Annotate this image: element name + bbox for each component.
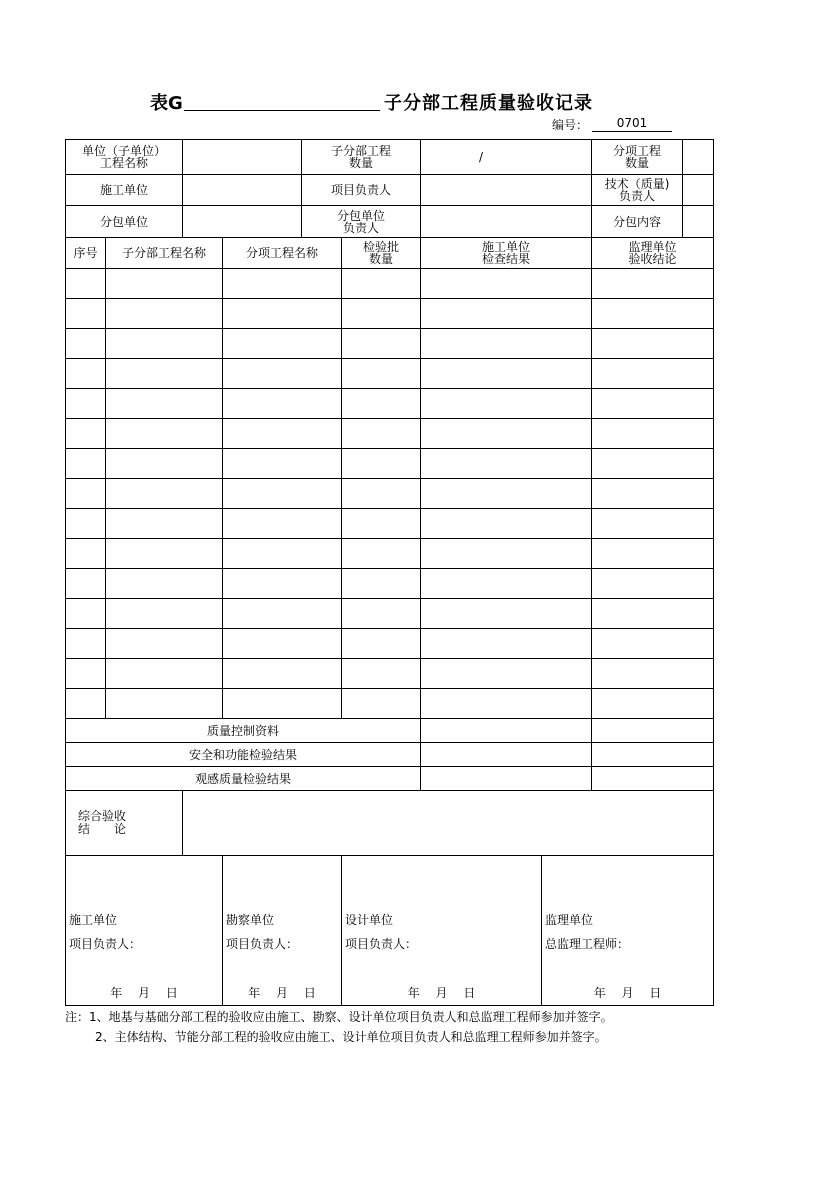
cell-sub-name[interactable] xyxy=(106,539,223,569)
cell-supervisor[interactable] xyxy=(592,359,714,389)
signature-survey xyxy=(223,856,342,1006)
signature-date: 年 月 日 xyxy=(593,986,662,1000)
cell-batch-count[interactable] xyxy=(342,479,421,509)
cell-check-result[interactable] xyxy=(421,629,592,659)
cell-no[interactable] xyxy=(66,659,106,689)
cell-supervisor[interactable] xyxy=(592,509,714,539)
item-count-group xyxy=(592,140,714,175)
cell-check-result[interactable] xyxy=(421,389,592,419)
cell-check-result[interactable] xyxy=(421,539,592,569)
signature-date: 年 月 日 xyxy=(407,986,476,1000)
appearance-quality-result[interactable] xyxy=(421,767,592,791)
cell-supervisor[interactable] xyxy=(592,299,714,329)
safety-function-label: 安全和功能检验结果 xyxy=(66,743,421,767)
cell-supervisor[interactable] xyxy=(592,539,714,569)
notes xyxy=(65,1007,613,1047)
cell-no[interactable] xyxy=(66,269,106,299)
cell-sub-name[interactable] xyxy=(106,689,223,719)
title-main: 子分部工程质量验收记录 xyxy=(384,93,593,114)
col-item-name: 分项工程名称 xyxy=(223,238,342,269)
cell-no[interactable] xyxy=(66,599,106,629)
table-row xyxy=(66,299,714,329)
cell-item-name[interactable] xyxy=(223,569,342,599)
cell-item-name[interactable] xyxy=(223,389,342,419)
cell-supervisor[interactable] xyxy=(592,659,714,689)
table-row xyxy=(66,449,714,479)
table-row xyxy=(66,629,714,659)
cell-sub-name[interactable] xyxy=(106,269,223,299)
sub-count-label: 子分部工程 数量 xyxy=(302,140,421,175)
cell-item-name[interactable] xyxy=(223,419,342,449)
code-value: 0701 xyxy=(592,116,672,132)
cell-no[interactable] xyxy=(66,689,106,719)
signature-role: 总监理工程师： xyxy=(545,937,630,951)
cell-no[interactable] xyxy=(66,629,106,659)
cell-supervisor[interactable] xyxy=(592,269,714,299)
cell-supervisor[interactable] xyxy=(592,599,714,629)
cell-sub-name[interactable] xyxy=(106,389,223,419)
appearance-quality-label: 观感质量检验结果 xyxy=(66,767,421,791)
construction-unit-label: 施工单位 xyxy=(66,175,183,206)
cell-item-name[interactable] xyxy=(223,449,342,479)
signature-unit: 勘察单位 xyxy=(226,913,275,927)
cell-sub-name[interactable] xyxy=(106,599,223,629)
subcontract-unit-value[interactable] xyxy=(183,206,302,238)
table-row xyxy=(66,659,714,689)
cell-no[interactable] xyxy=(66,449,106,479)
cell-sub-name[interactable] xyxy=(106,569,223,599)
signature-date: 年 月 日 xyxy=(248,986,316,1000)
cell-batch-count[interactable] xyxy=(342,359,421,389)
appearance-quality-conclusion[interactable] xyxy=(592,767,714,791)
project-manager-value[interactable] xyxy=(421,175,592,206)
cell-supervisor[interactable] xyxy=(592,689,714,719)
cell-supervisor[interactable] xyxy=(592,419,714,449)
table-row xyxy=(66,539,714,569)
quality-control-data-label: 质量控制资料 xyxy=(66,719,421,743)
title-prefix: 表G xyxy=(150,93,183,114)
tech-manager-value[interactable] xyxy=(683,175,713,205)
acceptance-table xyxy=(65,139,714,1006)
table-row xyxy=(66,569,714,599)
cell-no[interactable] xyxy=(66,329,106,359)
table-row xyxy=(66,389,714,419)
table-row xyxy=(66,419,714,449)
cell-check-result[interactable] xyxy=(421,269,592,299)
col-sub-name: 子分部工程名称 xyxy=(106,238,223,269)
cell-item-name[interactable] xyxy=(223,299,342,329)
cell-sub-name[interactable] xyxy=(106,659,223,689)
cell-check-result[interactable] xyxy=(421,449,592,479)
table-row xyxy=(66,359,714,389)
cell-check-result[interactable] xyxy=(421,419,592,449)
tech-manager-label: 技术（质量) 负责人 xyxy=(592,175,683,205)
cell-item-name[interactable] xyxy=(223,629,342,659)
cell-check-result[interactable] xyxy=(421,329,592,359)
signature-role: 项目负责人： xyxy=(69,937,142,951)
note-1: 注：1、地基与基础分部工程的验收应由施工、勘察、设计单位项目负责人和总监理工程师参加并签字。 xyxy=(65,1010,613,1024)
quality-control-data-conclusion[interactable] xyxy=(592,719,714,743)
table-row xyxy=(66,599,714,629)
cell-item-name[interactable] xyxy=(223,689,342,719)
cell-batch-count[interactable] xyxy=(342,689,421,719)
subcontract-manager-label: 分包单位 负责人 xyxy=(302,206,421,238)
cell-sub-name[interactable] xyxy=(106,479,223,509)
cell-item-name[interactable] xyxy=(223,599,342,629)
cell-sub-name[interactable] xyxy=(106,419,223,449)
cell-check-result[interactable] xyxy=(421,299,592,329)
code-label: 编号： xyxy=(552,118,589,132)
cell-supervisor[interactable] xyxy=(592,629,714,659)
table-row xyxy=(66,269,714,299)
project-manager-label: 项目负责人 xyxy=(302,175,421,206)
signature-role: 项目负责人： xyxy=(345,937,418,951)
cell-batch-count[interactable] xyxy=(342,449,421,479)
cell-item-name[interactable] xyxy=(223,479,342,509)
cell-item-name[interactable] xyxy=(223,659,342,689)
cell-batch-count[interactable] xyxy=(342,629,421,659)
cell-no[interactable] xyxy=(66,359,106,389)
cell-no[interactable] xyxy=(66,569,106,599)
signature-construction xyxy=(66,856,223,1006)
cell-sub-name[interactable] xyxy=(106,509,223,539)
cell-batch-count[interactable] xyxy=(342,269,421,299)
signature-unit: 监理单位 xyxy=(545,913,594,927)
cell-item-name[interactable] xyxy=(223,359,342,389)
safety-function-result[interactable] xyxy=(421,743,592,767)
col-check-result: 施工单位 检查结果 xyxy=(421,238,592,269)
cell-no[interactable] xyxy=(66,509,106,539)
table-row xyxy=(66,479,714,509)
cell-check-result[interactable] xyxy=(421,689,592,719)
subcontract-content-label: 分包内容 xyxy=(592,206,683,237)
cell-batch-count[interactable] xyxy=(342,569,421,599)
conclusion-label: 综合验收 结 论 xyxy=(66,791,183,856)
cell-supervisor[interactable] xyxy=(592,569,714,599)
table-row xyxy=(66,509,714,539)
signature-supervision xyxy=(542,856,714,1006)
cell-batch-count[interactable] xyxy=(342,509,421,539)
cell-sub-name[interactable] xyxy=(106,449,223,479)
title-blank-line xyxy=(184,110,380,111)
col-no: 序号 xyxy=(66,238,106,269)
cell-batch-count[interactable] xyxy=(342,659,421,689)
note-2: 2、主体结构、节能分部工程的验收应由施工、设计单位项目负责人和总监理工程师参加并签字。 xyxy=(95,1030,607,1044)
cell-check-result[interactable] xyxy=(421,359,592,389)
cell-sub-name[interactable] xyxy=(106,359,223,389)
col-supervisor: 监理单位 验收结论 xyxy=(592,238,714,269)
cell-no[interactable] xyxy=(66,539,106,569)
signature-date: 年 月 日 xyxy=(110,986,178,1000)
table-row xyxy=(66,329,714,359)
cell-no[interactable] xyxy=(66,479,106,509)
subcontract-manager-value[interactable] xyxy=(421,206,592,238)
subcontract-unit-label: 分包单位 xyxy=(66,206,183,238)
cell-batch-count[interactable] xyxy=(342,419,421,449)
signature-unit: 施工单位 xyxy=(69,913,118,927)
subcontract-content-value[interactable] xyxy=(683,206,713,237)
cell-item-name[interactable] xyxy=(223,269,342,299)
form-code xyxy=(552,116,648,133)
construction-unit-value[interactable] xyxy=(183,175,302,206)
cell-check-result[interactable] xyxy=(421,569,592,599)
cell-sub-name[interactable] xyxy=(106,329,223,359)
cell-supervisor[interactable] xyxy=(592,329,714,359)
cell-no[interactable] xyxy=(66,419,106,449)
cell-supervisor[interactable] xyxy=(592,449,714,479)
cell-supervisor[interactable] xyxy=(592,479,714,509)
form-title xyxy=(0,86,838,116)
cell-sub-name[interactable] xyxy=(106,299,223,329)
unit-name-label: 单位（子单位） 工程名称 xyxy=(66,140,183,175)
conclusion-value[interactable] xyxy=(183,791,714,856)
quality-control-data-result[interactable] xyxy=(421,719,592,743)
subcontract-content-group xyxy=(592,206,714,238)
col-batch-count: 检验批 数量 xyxy=(342,238,421,269)
cell-no[interactable] xyxy=(66,299,106,329)
unit-name-value[interactable] xyxy=(183,140,302,175)
tech-manager-group xyxy=(592,175,714,206)
safety-function-conclusion[interactable] xyxy=(592,743,714,767)
item-count-value[interactable] xyxy=(683,140,713,174)
cell-sub-name[interactable] xyxy=(106,629,223,659)
cell-item-name[interactable] xyxy=(223,509,342,539)
cell-no[interactable] xyxy=(66,389,106,419)
cell-item-name[interactable] xyxy=(223,539,342,569)
cell-item-name[interactable] xyxy=(223,329,342,359)
cell-batch-count[interactable] xyxy=(342,329,421,359)
cell-check-result[interactable] xyxy=(421,659,592,689)
signature-design xyxy=(342,856,542,1006)
table-row xyxy=(66,689,714,719)
cell-batch-count[interactable] xyxy=(342,389,421,419)
signature-unit: 设计单位 xyxy=(345,913,394,927)
cell-supervisor[interactable] xyxy=(592,389,714,419)
sub-count-value[interactable]: / xyxy=(421,140,592,175)
cell-batch-count[interactable] xyxy=(342,599,421,629)
cell-batch-count[interactable] xyxy=(342,539,421,569)
cell-check-result[interactable] xyxy=(421,599,592,629)
cell-check-result[interactable] xyxy=(421,479,592,509)
signature-role: 项目负责人： xyxy=(226,937,299,951)
cell-batch-count[interactable] xyxy=(342,299,421,329)
item-count-label: 分项工程 数量 xyxy=(592,140,683,174)
cell-check-result[interactable] xyxy=(421,509,592,539)
